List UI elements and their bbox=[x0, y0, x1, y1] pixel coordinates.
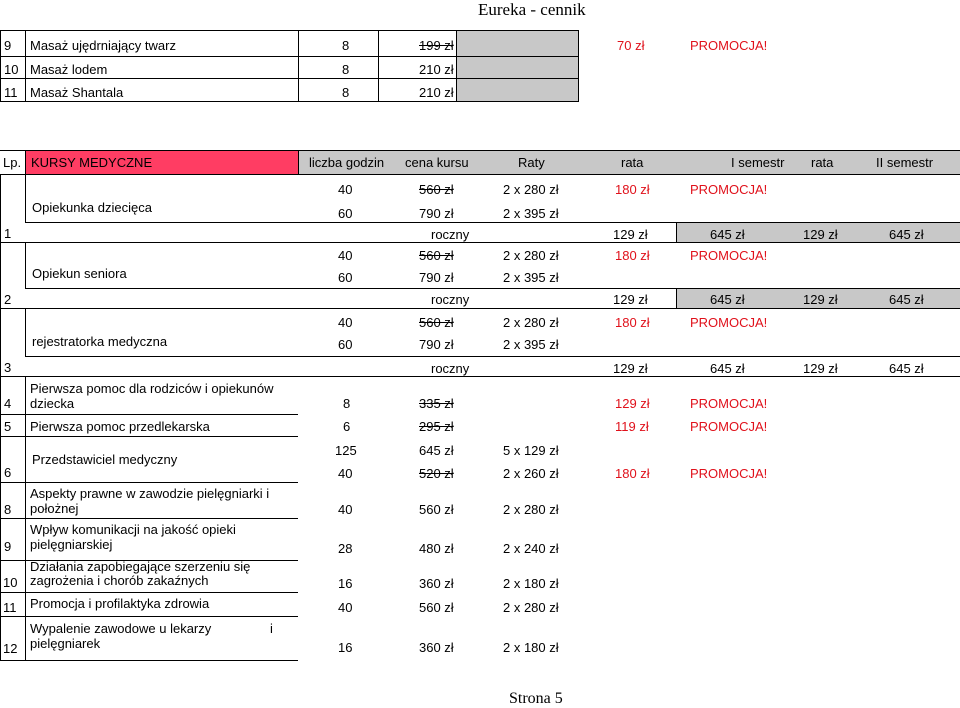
hours-value: 40 bbox=[338, 600, 353, 615]
promo-badge: PROMOCJA! bbox=[690, 396, 768, 411]
hours-value: 40 bbox=[338, 248, 353, 263]
rate-1-value: 129 zł bbox=[613, 361, 648, 376]
course-name: Pierwsza pomoc dla rodziców i opiekunów bbox=[30, 381, 274, 396]
grid-line bbox=[25, 308, 26, 356]
grid-line bbox=[25, 436, 26, 482]
semester-2-value: 645 zł bbox=[889, 227, 924, 242]
hours-value: 60 bbox=[338, 270, 353, 285]
yearly-label: roczny bbox=[431, 361, 470, 376]
grid-line bbox=[0, 150, 960, 151]
course-name: Przedstawiciel medyczny bbox=[32, 452, 178, 467]
course-name-line2: pielęgniarskiej bbox=[30, 537, 113, 552]
grid-line bbox=[25, 376, 26, 414]
hours-value: 6 bbox=[343, 419, 351, 434]
course-name-line2: położnej bbox=[30, 501, 79, 516]
promo-badge: PROMOCJA! bbox=[690, 466, 768, 481]
price-value: 210 zł bbox=[419, 62, 454, 77]
course-name: Aspekty prawne w zawodzie pielęgniarki i bbox=[30, 486, 270, 501]
grid-line bbox=[25, 174, 26, 222]
grid-line bbox=[25, 288, 960, 289]
course-name-line2: zagrożenia i chorób zakaźnych bbox=[30, 573, 209, 588]
grey-cell-block bbox=[456, 30, 579, 101]
row-number: 6 bbox=[4, 465, 12, 480]
installments: 2 x 260 zł bbox=[503, 466, 559, 481]
grid-line bbox=[25, 592, 26, 616]
grid-line bbox=[25, 150, 26, 174]
grid-line bbox=[0, 308, 960, 309]
promo-price: 180 zł bbox=[615, 248, 650, 263]
grid-line bbox=[578, 30, 579, 101]
installments: 2 x 395 zł bbox=[503, 270, 559, 285]
hours-value: 8 bbox=[343, 396, 351, 411]
yearly-label: roczny bbox=[431, 227, 470, 242]
course-name: Masaż ujędrniający twarz bbox=[30, 38, 176, 53]
hours-value: 60 bbox=[338, 206, 353, 221]
course-name: Masaż lodem bbox=[30, 62, 108, 77]
grid-line bbox=[0, 30, 579, 31]
price-value: 480 zł bbox=[419, 541, 454, 556]
row-number: 5 bbox=[4, 419, 12, 434]
grid-line bbox=[676, 222, 677, 242]
price-value: 560 zł bbox=[419, 600, 454, 615]
price-value: 360 zł bbox=[419, 576, 454, 591]
promo-price: 180 zł bbox=[615, 182, 650, 197]
semester-2-value: 645 zł bbox=[889, 361, 924, 376]
course-name: Działania zapobiegające szerzeniu się bbox=[30, 559, 251, 574]
installments: 2 x 280 zł bbox=[503, 502, 559, 517]
semester-1-value: 645 zł bbox=[710, 361, 745, 376]
grid-line bbox=[25, 518, 26, 560]
header-courses: KURSY MEDYCZNE bbox=[31, 155, 153, 170]
grid-line bbox=[298, 150, 299, 174]
course-name: Opiekunka dziecięca bbox=[32, 200, 152, 215]
installments: 2 x 280 zł bbox=[503, 600, 559, 615]
hours-value: 8 bbox=[342, 38, 350, 53]
installments: 5 x 129 zł bbox=[503, 443, 559, 458]
grid-line bbox=[25, 414, 26, 436]
grid-line bbox=[0, 414, 298, 415]
hours-value: 125 bbox=[335, 443, 357, 458]
grid-line bbox=[456, 30, 457, 101]
course-name: Masaż Shantala bbox=[30, 85, 124, 100]
old-price: 199 zł bbox=[419, 38, 454, 53]
installments: 2 x 395 zł bbox=[503, 337, 559, 352]
promo-badge: PROMOCJA! bbox=[690, 248, 768, 263]
header-semester-2: II semestr bbox=[876, 155, 934, 170]
hours-value: 28 bbox=[338, 541, 353, 556]
grid-line bbox=[0, 482, 1, 518]
rate-1-value: 129 zł bbox=[613, 292, 648, 307]
semester-1-value: 645 zł bbox=[710, 227, 745, 242]
price-value: 645 zł bbox=[419, 443, 454, 458]
grid-line bbox=[25, 30, 26, 101]
grid-line bbox=[378, 30, 379, 101]
row-number: 1 bbox=[4, 226, 12, 241]
old-price: 560 zł bbox=[419, 315, 454, 330]
old-price: 560 zł bbox=[419, 248, 454, 263]
old-price: 335 zł bbox=[419, 396, 454, 411]
price-value: 790 zł bbox=[419, 337, 454, 352]
grid-line bbox=[0, 376, 960, 377]
page-title: Eureka - cennik bbox=[478, 0, 586, 19]
course-name: Wypalenie zawodowe u lekarzy bbox=[30, 621, 212, 636]
rate-2-value: 129 zł bbox=[803, 292, 838, 307]
semester-1-value: 645 zł bbox=[710, 292, 745, 307]
row-number: 10 bbox=[4, 62, 19, 77]
row-number: 11 bbox=[3, 600, 17, 615]
row-number: 4 bbox=[4, 396, 12, 411]
grid-line bbox=[0, 174, 960, 175]
row-number: 9 bbox=[4, 539, 12, 554]
row-number: 12 bbox=[3, 641, 18, 656]
grid-line bbox=[0, 616, 298, 617]
grid-line bbox=[0, 518, 298, 519]
row-number: 11 bbox=[4, 85, 18, 100]
course-name: Opiekun seniora bbox=[32, 266, 127, 281]
installments: 2 x 180 zł bbox=[503, 576, 559, 591]
grid-line bbox=[0, 174, 1, 242]
grid-line bbox=[0, 101, 579, 102]
grid-line bbox=[0, 482, 298, 483]
grid-line bbox=[0, 616, 1, 660]
grid-line bbox=[25, 356, 960, 357]
grid-line bbox=[25, 242, 26, 288]
header-hours: liczba godzin bbox=[309, 155, 385, 170]
price-value: 560 zł bbox=[419, 502, 454, 517]
installments: 2 x 280 zł bbox=[503, 315, 559, 330]
hours-value: 40 bbox=[338, 182, 353, 197]
grid-line bbox=[25, 482, 26, 518]
course-name-line2: pielęgniarek bbox=[30, 636, 101, 651]
grid-line bbox=[298, 30, 299, 101]
grid-line bbox=[0, 78, 579, 79]
hours-value: 40 bbox=[338, 466, 353, 481]
course-name-line2: dziecka bbox=[30, 396, 75, 411]
grid-line bbox=[0, 518, 1, 560]
semester-2-value: 645 zł bbox=[889, 292, 924, 307]
installments: 2 x 240 zł bbox=[503, 541, 559, 556]
header-rate-1: rata bbox=[621, 155, 644, 170]
course-name: Pierwsza pomoc przedlekarska bbox=[30, 419, 210, 434]
price-value: 790 zł bbox=[419, 270, 454, 285]
grid-line bbox=[25, 222, 960, 223]
hours-value: 40 bbox=[338, 502, 353, 517]
promo-price: 70 zł bbox=[617, 38, 645, 53]
installments: 2 x 280 zł bbox=[503, 248, 559, 263]
price-value: 790 zł bbox=[419, 206, 454, 221]
price-value: 210 zł bbox=[419, 85, 454, 100]
grid-line bbox=[0, 660, 298, 661]
grid-line bbox=[0, 308, 1, 376]
row-number: 8 bbox=[4, 502, 12, 517]
grid-line bbox=[0, 592, 298, 593]
grid-line bbox=[0, 376, 1, 414]
grid-line bbox=[0, 560, 1, 592]
grid-line bbox=[0, 242, 960, 243]
course-name: Wpływ komunikacji na jakość opieki bbox=[30, 522, 236, 537]
rate-2-value: 129 zł bbox=[803, 227, 838, 242]
promo-price: 180 zł bbox=[615, 315, 650, 330]
installments: 2 x 280 zł bbox=[503, 182, 559, 197]
promo-price: 129 zł bbox=[615, 396, 650, 411]
old-price: 560 zł bbox=[419, 182, 454, 197]
rate-1-value: 129 zł bbox=[613, 227, 648, 242]
old-price: 520 zł bbox=[419, 466, 454, 481]
header-rate-2: rata bbox=[811, 155, 834, 170]
hours-value: 60 bbox=[338, 337, 353, 352]
promo-badge: PROMOCJA! bbox=[690, 419, 768, 434]
row-number: 10 bbox=[3, 575, 18, 590]
promo-price: 180 zł bbox=[615, 466, 650, 481]
header-price: cena kursu bbox=[405, 155, 469, 170]
grid-line bbox=[25, 560, 26, 592]
grid-line bbox=[0, 592, 1, 616]
grid-line bbox=[0, 30, 1, 101]
hours-value: 8 bbox=[342, 85, 350, 100]
installments: 2 x 395 zł bbox=[503, 206, 559, 221]
grid-line bbox=[0, 436, 1, 482]
promo-price: 119 zł bbox=[615, 419, 649, 434]
header-lp: Lp. bbox=[3, 155, 22, 170]
promo-badge: PROMOCJA! bbox=[690, 182, 768, 197]
installments: 2 x 180 zł bbox=[503, 640, 559, 655]
row-number: 3 bbox=[4, 360, 12, 375]
hours-value: 16 bbox=[338, 640, 353, 655]
page-footer: Strona 5 bbox=[509, 690, 563, 707]
grid-line bbox=[25, 616, 26, 660]
promo-badge: PROMOCJA! bbox=[690, 315, 768, 330]
price-value: 360 zł bbox=[419, 640, 454, 655]
grid-line bbox=[0, 436, 298, 437]
promo-badge: PROMOCJA! bbox=[690, 38, 768, 53]
course-name: rejestratorka medyczna bbox=[32, 334, 168, 349]
hours-value: 40 bbox=[338, 315, 353, 330]
rate-2-value: 129 zł bbox=[803, 361, 838, 376]
course-name: Promocja i profilaktyka zdrowia bbox=[30, 596, 210, 611]
header-installments: Raty bbox=[518, 155, 545, 170]
old-price: 295 zł bbox=[419, 419, 454, 434]
grid-line bbox=[0, 242, 1, 308]
yearly-label: roczny bbox=[431, 292, 470, 307]
hours-value: 8 bbox=[342, 62, 350, 77]
row-number: 2 bbox=[4, 292, 12, 307]
grid-line bbox=[0, 414, 1, 436]
hours-value: 16 bbox=[338, 576, 353, 591]
grid-line bbox=[0, 56, 579, 57]
course-name-fragment: i bbox=[270, 621, 273, 636]
header-semester-1: I semestr bbox=[731, 155, 785, 170]
grid-line bbox=[676, 288, 677, 308]
row-number: 9 bbox=[4, 38, 12, 53]
